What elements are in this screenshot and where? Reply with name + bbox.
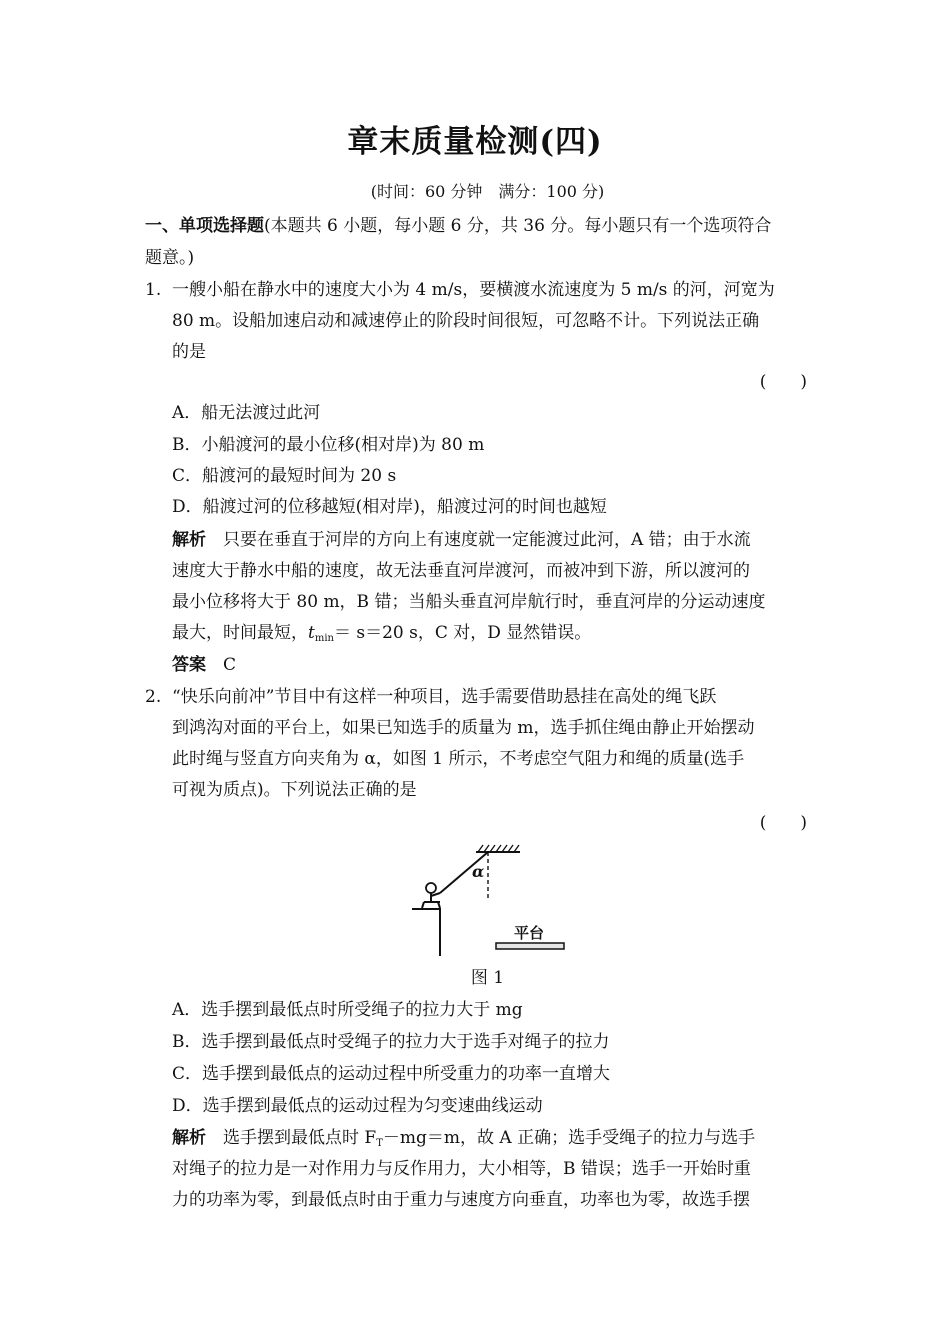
q1-option-b: B．小船渡河的最小位移(相对岸)为 80 m	[172, 435, 485, 455]
t-subscript: min	[314, 633, 334, 644]
q2-answer-bracket: ( )	[759, 813, 807, 833]
q1-stem-line-1: 一艘小船在静水中的速度大小为 4 m/s，要横渡水流速度为 5 m/s 的河，河宽为	[172, 280, 775, 300]
section-heading: 一、单项选择题	[145, 216, 264, 236]
figure-caption: 图 1	[470, 968, 505, 988]
q1-number: 1.	[145, 280, 162, 300]
person-head	[426, 883, 436, 893]
q2-option-c: C．选手摆到最低点的运动过程中所受重力的功率一直增大	[172, 1064, 611, 1084]
q2-analysis-text-1b: －mg＝m，故 A 正确；选手受绳子的拉力与选手	[382, 1128, 756, 1148]
q1-analysis-line-3: 最小位移将大于 80 m，B 错；当船头垂直河岸航行时，垂直河岸的分运动速度	[172, 592, 766, 612]
q2-analysis-label: 解析	[172, 1128, 206, 1148]
q1-option-c: C．船渡河的最短时间为 20 s	[172, 466, 397, 486]
alpha-label: α	[472, 862, 485, 881]
q1-answer-label: 答案	[172, 655, 206, 675]
exam-info: (时间：60 分钟 满分：100 分)	[370, 182, 605, 201]
q1-analysis-text-1: 只要在垂直于河岸的方向上有速度就一定能渡过此河，A 错；由于水流	[223, 530, 751, 550]
q1-option-a: A．船无法渡过此河	[172, 403, 321, 423]
q1-analysis-label: 解析	[172, 530, 206, 550]
ceiling-hatch	[478, 845, 519, 852]
q1-answer-bracket: ( )	[759, 372, 807, 392]
q1-analysis-text-4a: 最大，时间最短，	[172, 623, 308, 643]
q1-analysis-text-4b: ＝ s＝20 s，C 对，D 显然错误。	[333, 623, 592, 643]
page-title: 章末质量检测(四)	[347, 124, 603, 160]
q1-option-d: D．船渡过河的位移越短(相对岸)，船渡过河的时间也越短	[172, 497, 607, 517]
q2-option-a: A．选手摆到最低点时所受绳子的拉力大于 mg	[172, 1000, 523, 1020]
ft-subscript: T	[376, 1138, 383, 1149]
q1-answer-line	[172, 657, 236, 674]
figure-swing-diagram	[410, 838, 570, 963]
q2-option-b: B．选手摆到最低点时受绳子的拉力大于选手对绳子的拉力	[172, 1032, 610, 1052]
q1-stem-line-2: 80 m。设船加速启动和减速停止的阶段时间很短，可忽略不计。下列说法正确	[172, 311, 760, 331]
q2-analysis-text-1a: 选手摆到最低点时 F	[223, 1128, 377, 1148]
q2-analysis-line-1	[172, 1130, 755, 1149]
section-note: (本题共 6 小题，每小题 6 分，共 36 分。每小题只有一个选项符合	[264, 216, 772, 236]
q1-analysis-line-1	[172, 532, 751, 549]
platform	[496, 943, 564, 949]
q1-answer-value: C	[223, 655, 237, 675]
person-body	[422, 893, 440, 908]
q2-number: 2.	[145, 687, 162, 707]
q1-analysis-line-4	[172, 625, 591, 644]
t-symbol: t	[308, 623, 315, 643]
left-cliff	[412, 909, 440, 956]
section-heading-line	[145, 218, 771, 235]
q2-stem-line-4: 可视为质点)。下列说法正确的是	[172, 780, 417, 800]
q2-stem-line-1: “快乐向前冲”节目中有这样一种项目，选手需要借助悬挂在高处的绳飞跃	[172, 687, 717, 707]
q2-analysis-line-3: 力的功率为零，到最低点时由于重力与速度方向垂直，功率也为零，故选手摆	[172, 1190, 750, 1210]
q2-analysis-line-2: 对绳子的拉力是一对作用力与反作用力，大小相等，B 错误；选手一开始时重	[172, 1159, 751, 1179]
q1-analysis-line-2: 速度大于静水中船的速度，故无法垂直河岸渡河，而被冲到下游，所以渡河的	[172, 561, 750, 581]
q2-stem-line-2: 到鸿沟对面的平台上，如果已知选手的质量为 m，选手抓住绳由静止开始摆动	[172, 718, 755, 738]
q1-stem-line-3: 的是	[172, 342, 206, 362]
platform-label: 平台	[514, 924, 545, 942]
q2-option-d: D．选手摆到最低点的运动过程为匀变速曲线运动	[172, 1096, 543, 1116]
section-note-continued: 题意。)	[145, 248, 195, 268]
q2-stem-line-3: 此时绳与竖直方向夹角为 α，如图 1 所示，不考虑空气阻力和绳的质量(选手	[172, 749, 745, 769]
